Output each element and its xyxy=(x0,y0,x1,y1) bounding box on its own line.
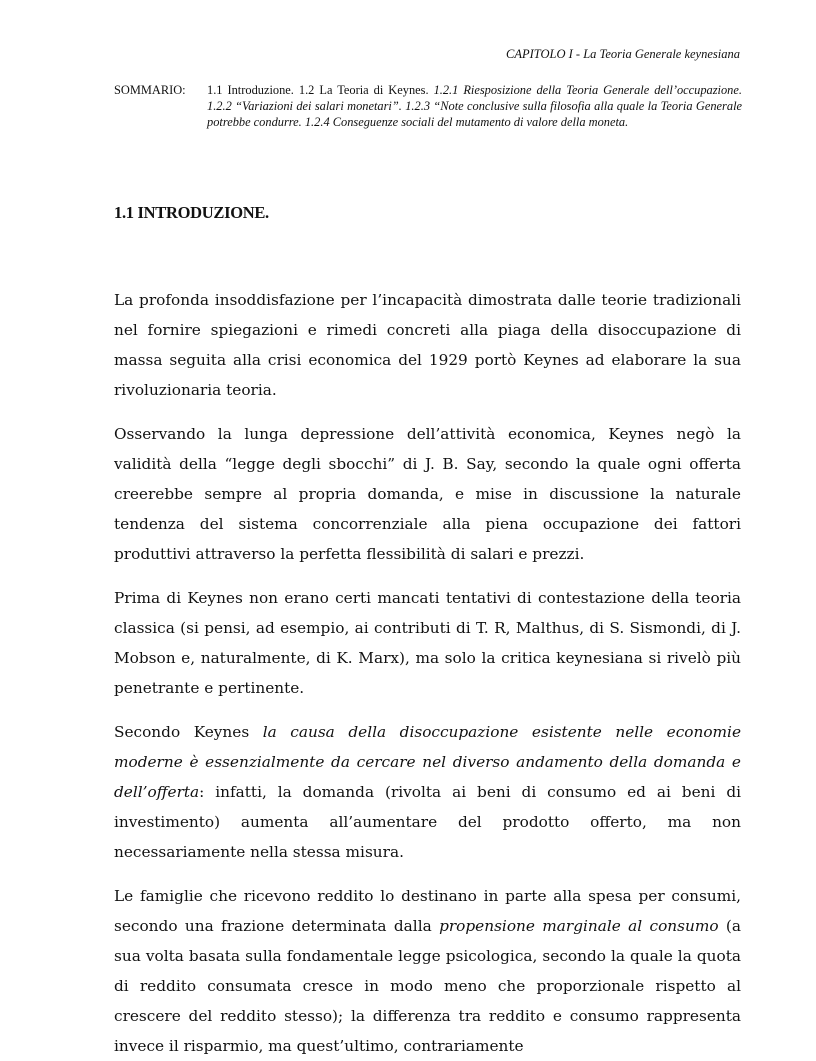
paragraph-text: : infatti, la domanda (rivolta ai beni di consumo ed ai beni di investimento) aumenta all’aumentare del prodotto offerto, ma non necessariamente nella stessa misura. xyxy=(114,783,741,861)
paragraph-text: Le famiglie che ricevono reddito lo destinano in parte alla spesa per consumi, secondo una frazione determinata dalla xyxy=(114,887,741,935)
emphasized-text: la causa della disoccupazione esistente nelle economie moderne è essenzialmente da cercare nel diverso andamento della domanda e dell’offerta xyxy=(114,723,741,801)
summary-item: 1.2.4 Conseguenze sociali del mutamento di valore della moneta. xyxy=(304,115,629,129)
summary-item: 1.2 La Teoria di Keynes. xyxy=(298,83,429,97)
summary-block xyxy=(114,82,742,130)
emphasized-text: propensione marginale al consumo xyxy=(439,917,719,935)
paragraph xyxy=(114,881,741,1061)
summary-item: 1.2.3 “Note conclusive sulla filosofia alla quale la Teoria Generale potrebbe condurre. xyxy=(207,99,743,129)
paragraph: Osservando la lunga depressione dell’attività economica, Keynes negò la validità della “legge degli sbocchi” di J. B. Say, secondo la quale ogni offerta creerebbe sempre al propria domanda, e mise in discussione la naturale tendenza del sistema concorrenziale alla piena occupazione dei fattori produttivi attraverso la perfetta flessibilità di salari e prezzi. xyxy=(114,425,741,563)
paragraph: Prima di Keynes non erano certi mancati tentativi di contestazione della teoria classica (si pensi, ad esempio, ai contributi di T. R, Malthus, di S. Sismondi, di J. Mobson e, naturalmente, di K. Marx), ma solo la critica keynesiana si rivelò più penetrante e pertinente. xyxy=(114,589,741,697)
summary-item: 1.1 Introduzione. xyxy=(207,83,294,97)
paragraph-text: (a sua volta basata sulla fondamentale legge psicologica, secondo la quale la quota di reddito consumata cresce in modo meno che proporzionale rispetto al crescere del reddito stesso); la differenza tra reddito e consumo rappresenta invece il risparmio, ma quest’ultimo, contrariamente xyxy=(114,917,741,1055)
paragraph-text: Secondo Keynes xyxy=(114,723,263,741)
section-heading: 1.1 INTRODUZIONE. xyxy=(114,203,269,222)
summary-item: 1.2.1 Riesposizione della Teoria Generale dell’occupazione. xyxy=(433,83,742,97)
body-text xyxy=(114,285,741,1061)
summary-label: SOMMARIO: xyxy=(114,83,186,97)
summary-item: 1.2.2 “Variazioni dei salari monetari”. xyxy=(207,99,402,113)
paragraph xyxy=(114,717,741,867)
running-header: CAPITOLO I - La Teoria Generale keynesiana xyxy=(505,47,740,61)
paragraph: La profonda insoddisfazione per l’incapacità dimostrata dalle teorie tradizionali nel fornire spiegazioni e rimedi concreti alla piaga della disoccupazione di massa seguita alla crisi economica del 1929 portò Keynes ad elaborare la sua rivoluzionaria teoria. xyxy=(114,291,741,399)
summary-text xyxy=(207,82,742,130)
